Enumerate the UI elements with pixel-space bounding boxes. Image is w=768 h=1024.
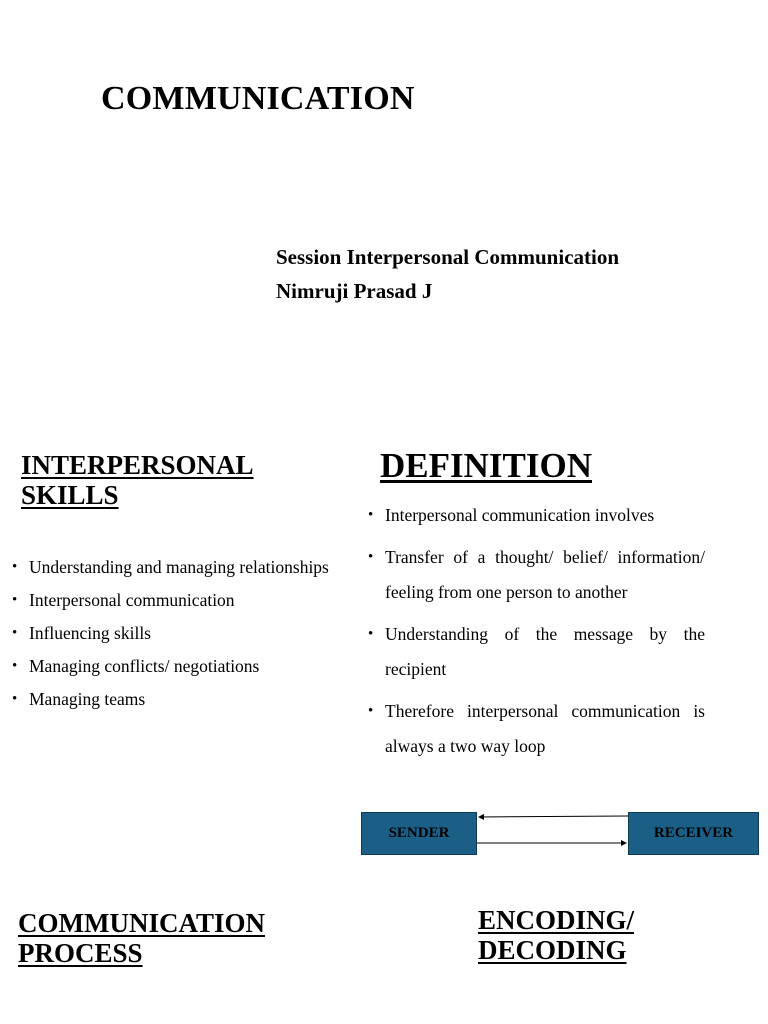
bullet-icon: • (368, 549, 374, 565)
definition-heading: DEFINITION (380, 446, 592, 485)
heading-line: DECODING (478, 935, 627, 966)
session-title: Session Interpersonal Communication (276, 245, 620, 269)
list-item: • Therefore interpersonal communication is always a two way loop (385, 694, 705, 764)
bullet-icon: • (368, 626, 374, 642)
interpersonal-skills-heading (21, 450, 254, 510)
list-item: • Influencing skills (29, 620, 329, 646)
heading-line: COMMUNICATION (18, 908, 265, 938)
heading-line: SKILLS (21, 480, 119, 511)
list-item: • Interpersonal communication (29, 587, 329, 613)
presenter-name: Nimruji Prasad J (276, 279, 433, 303)
session-info (276, 240, 619, 308)
skills-list (12, 554, 329, 719)
bullet-icon: • (12, 691, 18, 707)
bullet-icon: • (12, 658, 18, 674)
arrow-to-sender (479, 816, 628, 817)
list-item: • Understanding and managing relationships (29, 554, 329, 580)
bullet-icon: • (12, 559, 18, 575)
encoding-decoding-heading (478, 905, 634, 965)
page-title: COMMUNICATION (101, 80, 415, 117)
heading-line: INTERPERSONAL (21, 450, 254, 480)
list-item: • Interpersonal communication involves (385, 498, 705, 533)
two-way-arrows (477, 812, 628, 855)
list-item: • Transfer of a thought/ belief/ information/ feeling from one person to another (385, 540, 705, 610)
list-item: • Managing conflicts/ negotiations (29, 653, 329, 679)
bullet-icon: • (368, 507, 374, 523)
receiver-box: RECEIVER (628, 812, 759, 855)
sender-box: SENDER (361, 812, 477, 855)
communication-process-heading (18, 908, 265, 968)
list-item: • Managing teams (29, 686, 329, 712)
heading-line: PROCESS (18, 938, 143, 969)
definition-list (368, 498, 705, 771)
bullet-icon: • (12, 592, 18, 608)
list-item: • Understanding of the message by the recipient (385, 617, 705, 687)
bullet-icon: • (368, 703, 374, 719)
bullet-icon: • (12, 625, 18, 641)
heading-line: ENCODING/ (478, 905, 635, 935)
